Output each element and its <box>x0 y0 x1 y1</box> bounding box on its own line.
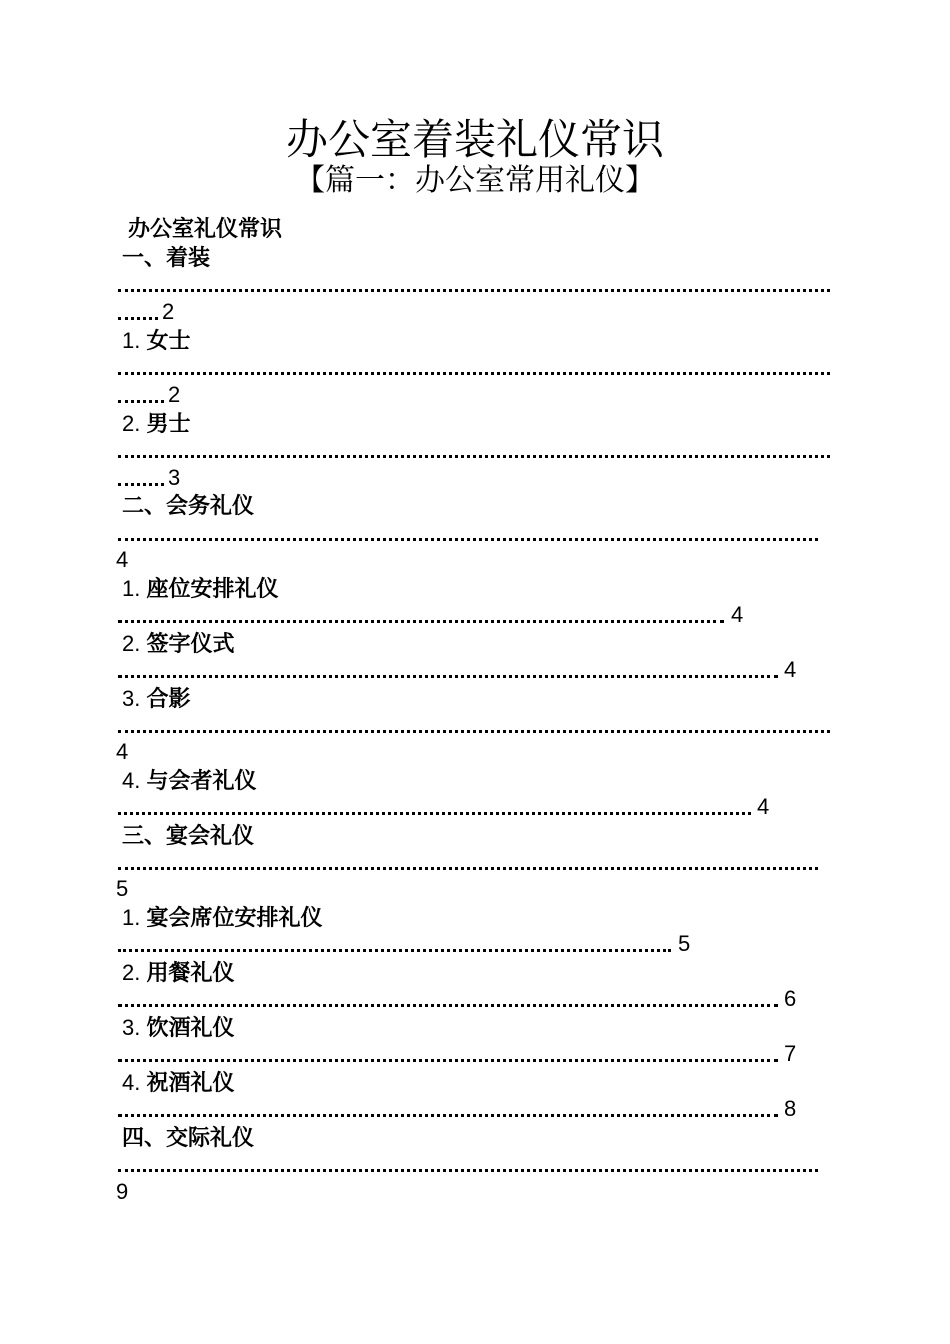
toc-leader-dots <box>118 1058 778 1062</box>
toc-page-number: 3 <box>168 465 181 490</box>
toc-entry-label: 3. 合影 <box>122 686 191 712</box>
document-subtitle: 【篇一：办公室常用礼仪】 <box>295 163 655 198</box>
toc-page-number: 4 <box>757 794 770 819</box>
toc-leader-dots <box>118 811 751 815</box>
toc-leader-dots <box>118 1113 778 1117</box>
toc-leader-dots <box>118 371 830 375</box>
toc-entry-label: 3. 饮酒礼仪 <box>122 1015 235 1041</box>
toc-leader-dots <box>118 482 164 486</box>
document-title: 办公室着装礼仪常识 <box>285 115 664 164</box>
toc-heading: 办公室礼仪常识 <box>128 217 283 242</box>
toc-entry-label: 1. 女士 <box>122 328 191 354</box>
toc-page-number: 4 <box>116 739 129 764</box>
toc-entry-label: 2. 用餐礼仪 <box>122 960 235 986</box>
toc-leader-dots <box>118 619 724 623</box>
toc-entry-label: 1. 宴会席位安排礼仪 <box>122 905 323 931</box>
toc-leader-dots <box>118 729 830 733</box>
toc-entry-label: 四、交际礼仪 <box>122 1126 255 1151</box>
toc-page-number: 6 <box>784 986 797 1011</box>
toc-leader-dots <box>118 288 830 292</box>
toc-page-number: 5 <box>678 931 691 956</box>
toc-page-number: 8 <box>784 1096 797 1121</box>
toc-leader-dots <box>118 1003 778 1007</box>
toc-leader-dots <box>118 674 778 678</box>
toc-leader-dots <box>118 537 818 541</box>
toc-page-number: 7 <box>784 1041 797 1066</box>
toc-entry-label: 2. 签字仪式 <box>122 631 235 657</box>
toc-page-number: 5 <box>116 876 129 901</box>
toc-leader-dots <box>118 454 830 458</box>
toc-entry-label: 4. 与会者礼仪 <box>122 768 257 794</box>
toc-leader-dots <box>118 948 671 952</box>
toc-page-number: 4 <box>731 602 744 627</box>
toc-page-number: 2 <box>162 299 175 324</box>
toc-leader-dots <box>118 399 164 403</box>
toc-entry-label: 1. 座位安排礼仪 <box>122 576 279 602</box>
toc-leader-dots <box>118 1168 818 1172</box>
toc-leader-dots <box>118 866 818 870</box>
toc-entry-label: 三、宴会礼仪 <box>122 824 255 849</box>
toc-leader-dots <box>118 316 158 320</box>
toc-page-number: 9 <box>116 1179 129 1204</box>
toc-entry-label: 一、着装 <box>122 246 211 271</box>
toc-page-number: 4 <box>116 547 129 572</box>
toc-page-number: 4 <box>784 657 797 682</box>
toc-page-number: 2 <box>168 382 181 407</box>
toc-entry-label: 二、会务礼仪 <box>122 494 255 519</box>
toc-entry-label: 4. 祝酒礼仪 <box>122 1070 235 1096</box>
toc-entry-label: 2. 男士 <box>122 411 191 437</box>
